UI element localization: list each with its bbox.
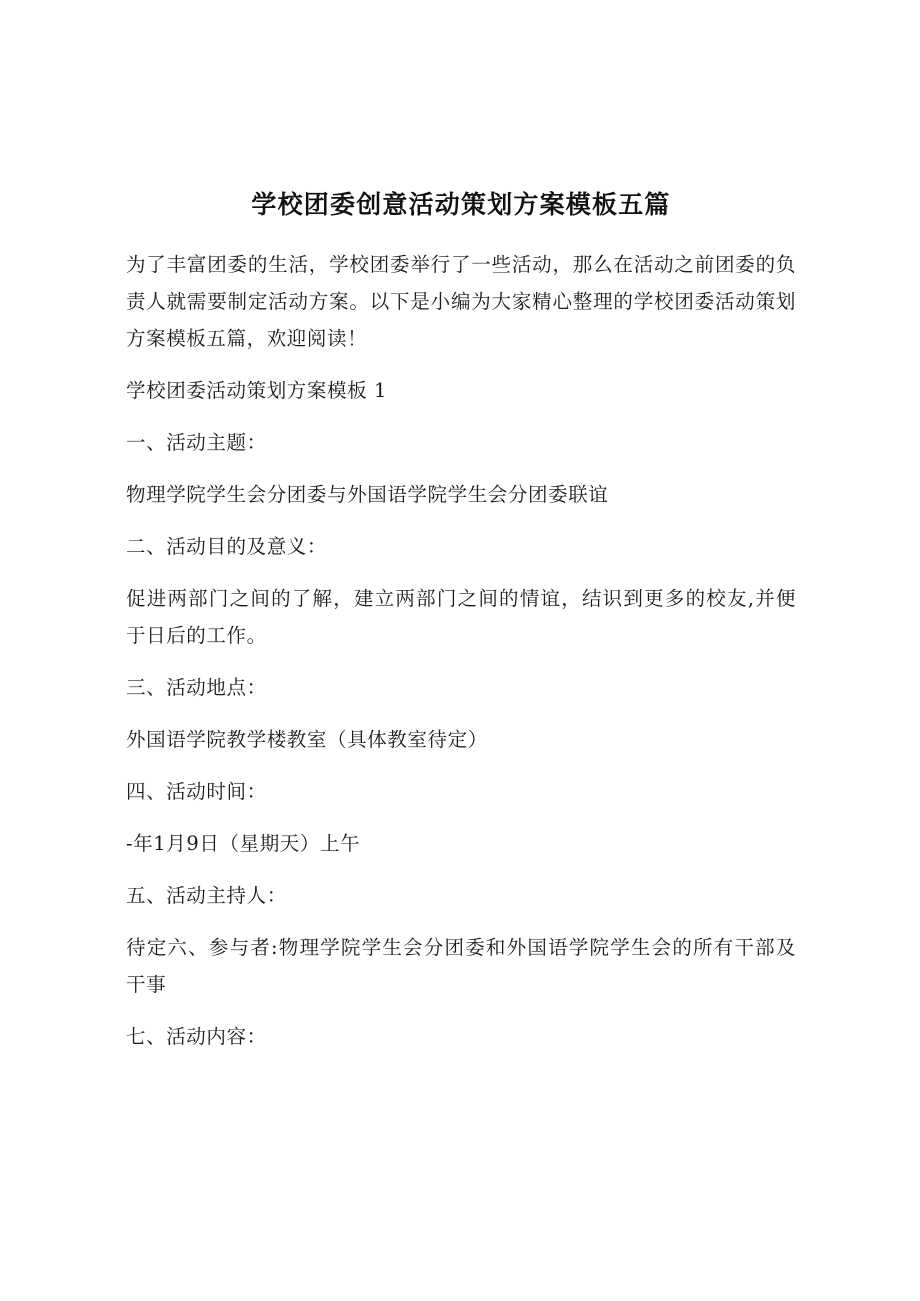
section-heading-host: 五、活动主持人：: [126, 884, 287, 907]
section-heading-time: 四、活动时间：: [126, 780, 267, 803]
section-body-location: 外国语学院教学楼教室（具体教室待定）: [126, 728, 488, 751]
section-heading-purpose: 二、活动目的及意义：: [126, 535, 328, 558]
page-title: 学校团委创意活动策划方案模板五篇: [251, 190, 671, 219]
section-body-host-and-participants: 待定六、参与者:物理学院学生会分团委和外国语学院学生会的所有干部及干事: [126, 936, 796, 996]
section-heading-content: 七、活动内容：: [126, 1025, 267, 1048]
template-heading: 学校团委活动策划方案模板 1: [126, 379, 388, 402]
intro-paragraph: 为了丰富团委的生活，学校团委举行了一些活动，那么在活动之前团委的负责人就需要制定活动方案。以下是小编为大家精心整理的学校团委活动策划方案模板五篇，欢迎阅读！: [126, 253, 796, 350]
section-body-time: -年1月9日（星期天）上午: [126, 832, 361, 855]
section-heading-activity-theme: 一、活动主题：: [126, 431, 267, 454]
document-body: [126, 186, 796, 1055]
paragraph-list: [126, 246, 796, 1055]
section-heading-location: 三、活动地点：: [126, 676, 267, 699]
section-body-activity-theme: 物理学院学生会分团委与外国语学院学生会分团委联谊: [126, 483, 609, 506]
section-body-purpose: 促进两部门之间的了解，建立两部门之间的情谊，结识到更多的校友,并便于日后的工作。: [126, 587, 796, 647]
